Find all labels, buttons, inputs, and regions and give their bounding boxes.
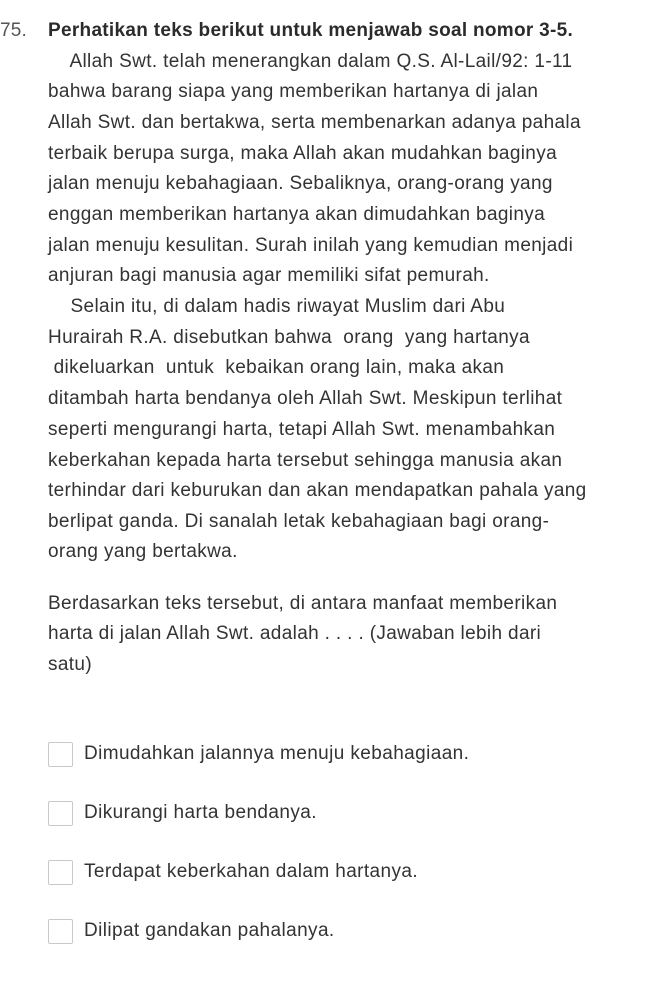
passage-line: ditambah harta bendanya oleh Allah Swt. Meskipun terlihat bbox=[48, 388, 563, 409]
passage-line: jalan menuju kesulitan. Surah inilah yang kemudian menjadi bbox=[48, 235, 574, 256]
passage-line: enggan memberikan hartanya akan dimudahkan baginya bbox=[48, 204, 546, 225]
passage-line: terbaik berupa surga, maka Allah akan mudahkan baginya bbox=[48, 143, 557, 164]
answer-option-4[interactable] bbox=[48, 917, 335, 945]
option-3-label[interactable]: Terdapat keberkahan dalam hartanya. bbox=[84, 861, 419, 882]
passage-line: orang yang bertakwa. bbox=[48, 541, 238, 562]
option-2-label[interactable]: Dikurangi harta bendanya. bbox=[84, 802, 317, 823]
passage-line: berlipat ganda. Di sanalah letak kebahagiaan bagi orang- bbox=[48, 511, 550, 532]
passage-line: keberkahan kepada harta tersebut sehingga manusia akan bbox=[48, 450, 563, 471]
question-number: 75. bbox=[0, 20, 28, 41]
passage-line: Hurairah R.A. disebutkan bahwa orang yang hartanya bbox=[48, 327, 530, 348]
answer-option-3[interactable] bbox=[48, 858, 418, 886]
passage-line: Allah Swt. dan bertakwa, serta membenarkan adanya pahala bbox=[48, 112, 581, 133]
question-title: Perhatikan teks berikut untuk menjawab soal nomor 3-5. bbox=[48, 20, 574, 41]
passage-line: dikeluarkan untuk kebaikan orang lain, maka akan bbox=[48, 357, 505, 378]
option-1-checkbox[interactable] bbox=[48, 742, 73, 767]
option-1-label[interactable]: Dimudahkan jalannya menuju kebahagiaan. bbox=[84, 743, 470, 764]
prompt-line: satu) bbox=[48, 654, 92, 675]
passage-line: jalan menuju kebahagiaan. Sebaliknya, orang-orang yang bbox=[48, 173, 553, 194]
answer-option-2[interactable] bbox=[48, 799, 317, 827]
option-2-checkbox[interactable] bbox=[48, 801, 73, 826]
prompt-line: harta di jalan Allah Swt. adalah . . . . (Jawaban lebih dari bbox=[48, 623, 542, 644]
option-4-checkbox[interactable] bbox=[48, 919, 73, 944]
answer-option-1[interactable] bbox=[48, 740, 469, 768]
option-4-label[interactable]: Dilipat gandakan pahalanya. bbox=[84, 920, 335, 941]
passage-line: seperti mengurangi harta, tetapi Allah Swt. menambahkan bbox=[48, 419, 556, 440]
passage-line: Selain itu, di dalam hadis riwayat Muslim dari Abu bbox=[48, 296, 506, 317]
prompt-line: Berdasarkan teks tersebut, di antara manfaat memberikan bbox=[48, 593, 558, 614]
passage-line: terhindar dari keburukan dan akan mendapatkan pahala yang bbox=[48, 480, 587, 501]
passage-line: anjuran bagi manusia agar memiliki sifat pemurah. bbox=[48, 265, 490, 286]
passage-line: Allah Swt. telah menerangkan dalam Q.S. Al-Lail/92: 1-11 bbox=[48, 51, 573, 72]
option-3-checkbox[interactable] bbox=[48, 860, 73, 885]
passage-line: bahwa barang siapa yang memberikan hartanya di jalan bbox=[48, 81, 539, 102]
